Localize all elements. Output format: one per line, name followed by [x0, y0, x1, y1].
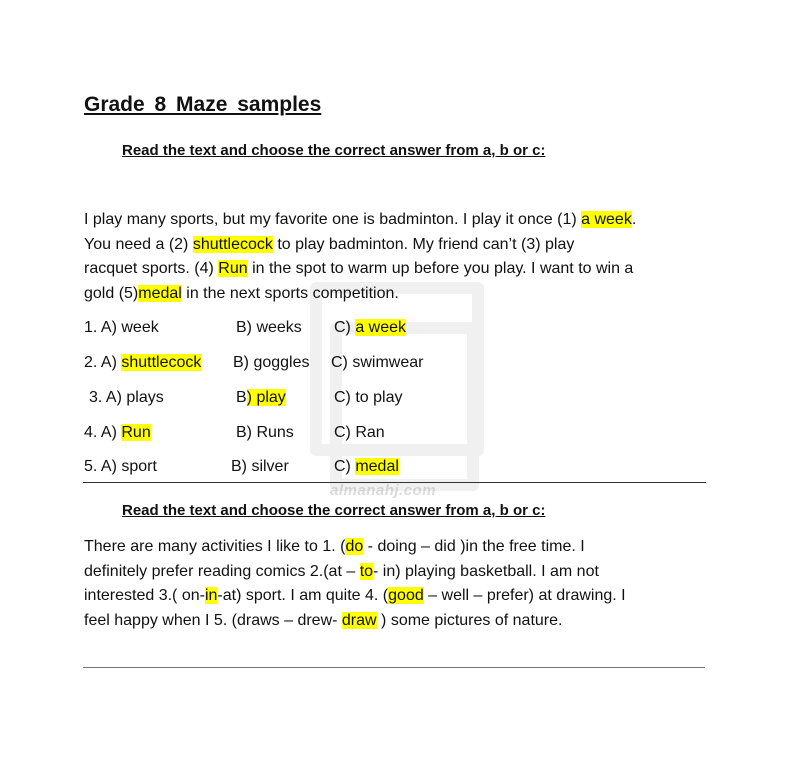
text-run: interested 3.( on-: [84, 587, 205, 605]
option-text: swimwear: [352, 354, 424, 371]
option-text: sport: [121, 458, 157, 475]
question-3-option-a: [89, 389, 164, 407]
option-prefix: C): [334, 424, 356, 441]
bottom-divider: [83, 667, 705, 668]
section1-instruction: Read the text and choose the correct answer from a, b or c:: [122, 142, 546, 159]
question-number: 1. A): [84, 319, 122, 336]
highlighted-answer: medal: [355, 458, 399, 475]
question-3-option-c: [334, 389, 402, 407]
option-prefix: C): [334, 389, 356, 406]
question-1-option-c: [334, 319, 406, 337]
paragraph-line: [84, 282, 704, 307]
question-4-option-a: [84, 424, 151, 442]
paragraph-line: [84, 233, 704, 258]
highlighted-answer: Run: [121, 424, 151, 441]
section-divider: [83, 482, 706, 483]
highlighted-answer: medal: [138, 285, 182, 303]
highlighted-answer: a week: [581, 211, 632, 228]
paragraph-line: [84, 535, 704, 560]
option-prefix: C): [334, 458, 356, 475]
question-4-option-b: B) Runs: [236, 424, 294, 441]
question-4-option-c: [334, 424, 385, 442]
text-run: to play badminton. My friend can’t (3) play: [272, 235, 575, 253]
option-text: plays: [126, 389, 164, 406]
highlighted-answer: draw: [341, 612, 377, 630]
question-2-option-c: [331, 354, 423, 372]
paragraph-line: [84, 560, 704, 585]
option-prefix: C): [331, 354, 353, 371]
text-run: - in) playing basketball. I am not: [373, 562, 599, 580]
highlighted-answer: do: [345, 538, 364, 555]
text-run: gold (5): [84, 285, 139, 303]
highlighted-answer: to: [359, 562, 374, 580]
question-5-option-a: [84, 458, 157, 476]
text-run: feel happy when I 5. (draws – drew-: [84, 612, 342, 630]
paragraph-line: [84, 609, 704, 634]
text-run: You need a (2): [84, 235, 193, 253]
text-run: -at) sport. I am quite 4. (: [217, 587, 389, 605]
highlighted-answer: good: [388, 587, 424, 605]
option-text: Ran: [355, 424, 385, 441]
question-number: 2. A): [84, 354, 122, 371]
highlighted-answer: ) play: [246, 389, 286, 406]
highlighted-answer: shuttlecock: [192, 235, 273, 253]
highlighted-answer: Run: [218, 260, 248, 278]
text-run: definitely prefer reading comics 2.(at –: [84, 562, 360, 580]
question-3-option-b: [236, 389, 286, 407]
watermark-text: almanahj.com: [330, 482, 437, 499]
text-run: ) some pictures of nature.: [376, 612, 563, 630]
text-run: I play many sports, but my favorite one is badminton. I play it once (1): [84, 211, 582, 228]
page-title: Grade 8 Maze samples: [84, 93, 322, 116]
question-number: 3. A): [89, 389, 127, 406]
question-number: 4. A): [84, 424, 122, 441]
section1-paragraph: [84, 208, 704, 307]
paragraph-line: [84, 584, 704, 609]
text-run: in the next sports competition.: [181, 285, 399, 303]
paragraph-line: [84, 208, 704, 233]
option-prefix: C): [334, 319, 356, 336]
question-number: 5. A): [84, 458, 122, 475]
section2-paragraph: [84, 535, 704, 634]
option-prefix: B: [236, 389, 247, 406]
question-1-option-b: B) weeks: [236, 319, 302, 336]
text-run: There are many activities I like to 1. (: [84, 538, 346, 555]
highlighted-answer: in: [204, 587, 218, 605]
text-run: racquet sports. (4): [84, 260, 219, 278]
text-run: .: [631, 211, 637, 228]
question-5-option-c: [334, 458, 399, 476]
text-run: - doing – did )in the free time. I: [363, 538, 585, 555]
option-text: to play: [355, 389, 403, 406]
option-text: week: [121, 319, 159, 336]
highlighted-answer: a week: [355, 319, 407, 336]
question-2-option-a: [84, 354, 201, 372]
question-5-option-b: B) silver: [231, 458, 289, 475]
text-run: in the spot to warm up before you play. I want to win a: [247, 260, 634, 278]
highlighted-answer: shuttlecock: [121, 354, 202, 371]
section2-instruction: Read the text and choose the correct answer from a, b or c:: [122, 502, 546, 519]
text-run: – well – prefer) at drawing. I: [423, 587, 626, 605]
question-2-option-b: B) goggles: [233, 354, 310, 371]
paragraph-line: [84, 257, 704, 282]
question-1-option-a: [84, 319, 159, 337]
